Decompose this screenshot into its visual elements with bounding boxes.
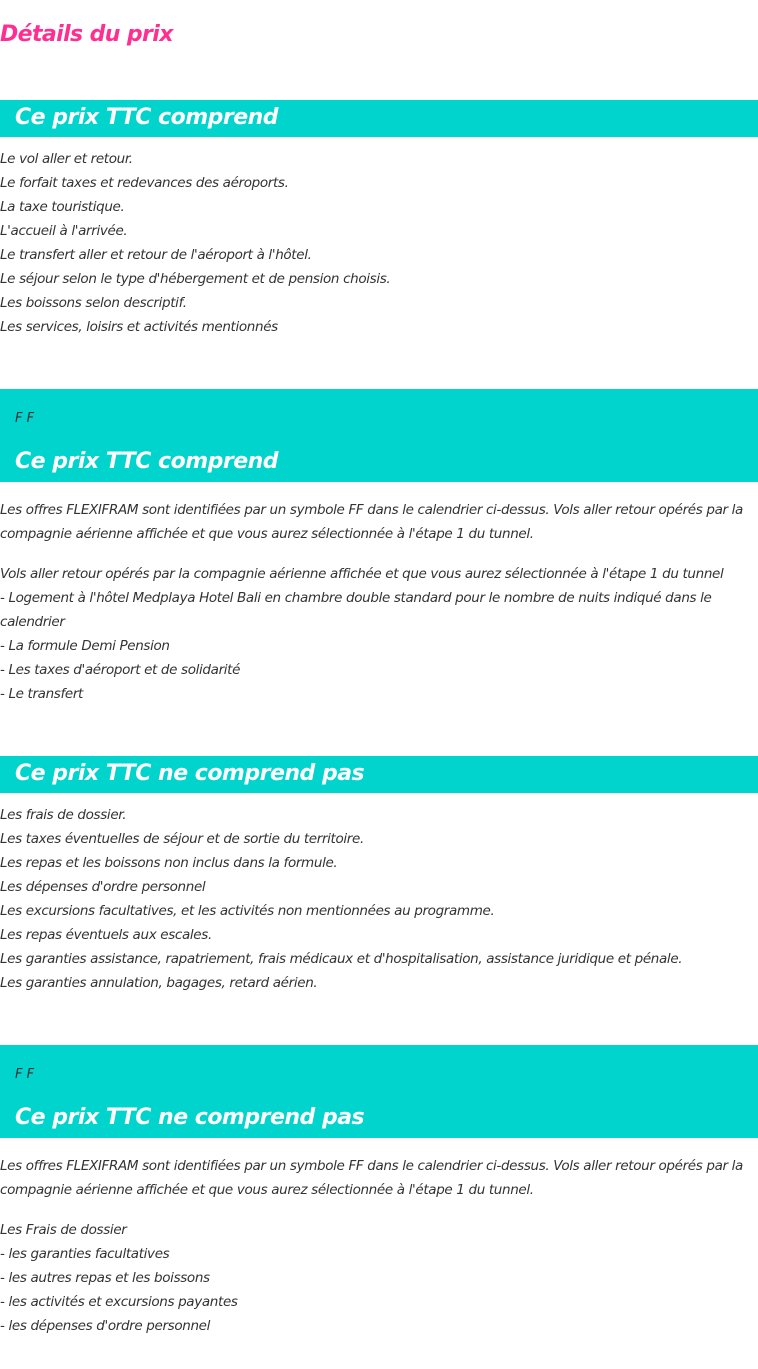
section-not-included [0,756,758,995]
list-item: La taxe touristique. [0,199,125,215]
list-item: Les dépenses d'ordre personnel [0,879,206,895]
flexifram-intro [0,498,750,546]
section-not-included-flexifram [0,1045,758,1338]
list-item: - les dépenses d'ordre personnel [0,1318,211,1334]
list-item: Vols aller retour opérés par la compagnie aérienne affichée et que vous aurez sélectionnée à l'étape 1 du tunnel [0,566,724,582]
list-item: Le transfert aller et retour de l'aéroport à l'hôtel. [0,247,312,263]
list-item: - les autres repas et les boissons [0,1270,210,1286]
list-item: Les taxes éventuelles de séjour et de sortie du territoire. [0,831,364,847]
ff-label: F F [15,1067,35,1082]
list-item: Les garanties annulation, bagages, retard aérien. [0,975,318,991]
list-item: Les services, loisirs et activités mentionnés [0,319,278,335]
section-included-flexifram [0,389,758,706]
not-included-list [0,803,758,995]
list-item: Le séjour selon le type d'hébergement et de pension choisis. [0,271,391,287]
section-header-bar [0,100,758,137]
list-item: Le forfait taxes et redevances des aéroports. [0,175,289,191]
list-item: - Le transfert [0,686,83,702]
list-item: Les frais de dossier. [0,807,127,823]
section-heading: Ce prix TTC comprend [15,449,279,474]
list-item: - Les taxes d'aéroport et de solidarité [0,662,241,678]
included-flexifram-list [0,562,758,706]
list-item: calendrier [0,614,65,630]
included-list [0,147,758,339]
list-item: - les activités et excursions payantes [0,1294,238,1310]
section-heading: Ce prix TTC comprend [15,105,279,130]
list-item: L'accueil à l'arrivée. [0,223,128,239]
list-item: Le vol aller et retour. [0,151,133,167]
not-included-flexifram-list [0,1218,758,1338]
section-header-bar [0,756,758,793]
section-included [0,100,758,339]
section-header-bar [0,389,758,482]
list-item: Les repas et les boissons non inclus dans la formule. [0,855,338,871]
section-heading: Ce prix TTC ne comprend pas [15,1105,365,1130]
list-item: Les boissons selon descriptif. [0,295,187,311]
intro-line: Les offres FLEXIFRAM sont identifiées par un symbole FF dans le calendrier ci-dessus. Vols aller retour opérés par la [0,1158,743,1174]
flexifram-intro [0,1154,750,1202]
list-item: Les excursions facultatives, et les activités non mentionnées au programme. [0,903,495,919]
list-item: Les garanties assistance, rapatriement, frais médicaux et d'hospitalisation, assistance juridique et pénale. [0,951,683,967]
section-header-bar [0,1045,758,1138]
section-heading: Ce prix TTC ne comprend pas [15,761,365,786]
ff-label: F F [15,411,35,426]
list-item: - La formule Demi Pension [0,638,170,654]
list-item: Les repas éventuels aux escales. [0,927,212,943]
list-item: Les Frais de dossier [0,1222,127,1238]
list-item: - Logement à l'hôtel Medplaya Hotel Bali en chambre double standard pour le nombre de nuits indiqué dans le [0,590,712,606]
intro-line: Les offres FLEXIFRAM sont identifiées par un symbole FF dans le calendrier ci-dessus. Vols aller retour opérés par la [0,502,743,518]
page-title: Détails du prix [0,22,173,47]
list-item: - les garanties facultatives [0,1246,170,1262]
intro-line: compagnie aérienne affichée et que vous aurez sélectionnée à l'étape 1 du tunnel. [0,526,534,542]
intro-line: compagnie aérienne affichée et que vous aurez sélectionnée à l'étape 1 du tunnel. [0,1182,534,1198]
